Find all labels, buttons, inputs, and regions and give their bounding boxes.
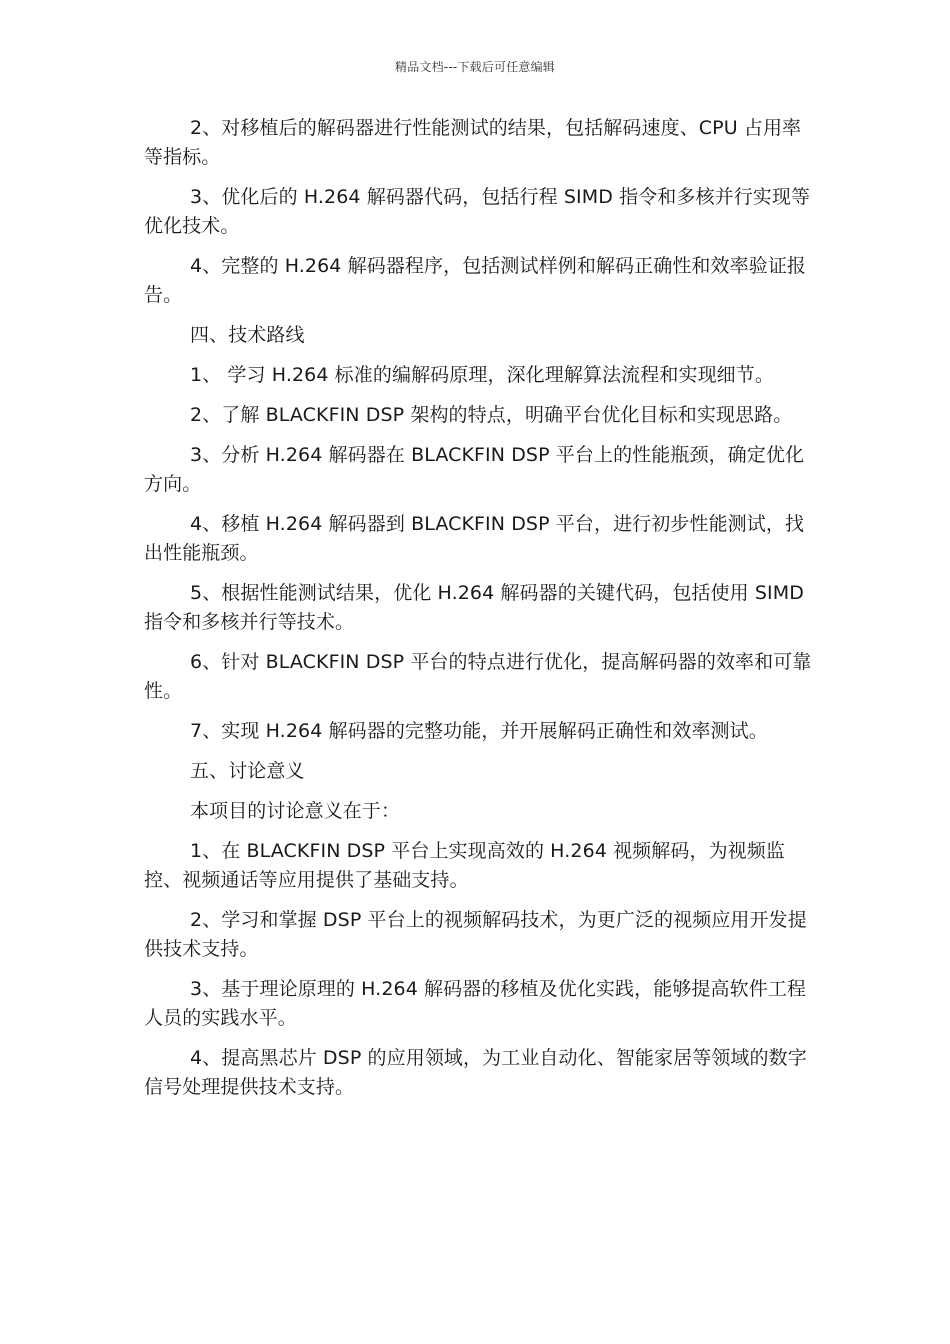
paragraph: 4、提高黑芯片 DSP 的应用领域，为工业自动化、智能家居等领域的数字信号处理提供技术支持。 [144, 1047, 807, 1098]
paragraph: 5、根据性能测试结果，优化 H.264 解码器的关键代码，包括使用 SIMD 指令和多核并行等技术。 [144, 582, 804, 633]
section-heading: 五、讨论意义 [190, 760, 305, 782]
paragraph: 4、移植 H.264 解码器到 BLACKFIN DSP 平台，进行初步性能测试，找出性能瓶颈。 [144, 513, 805, 564]
paragraph: 2、学习和掌握 DSP 平台上的视频解码技术，为更广泛的视频应用开发提供技术支持。 [144, 909, 807, 960]
section-heading: 四、技术路线 [190, 324, 305, 346]
paragraph: 2、对移植后的解码器进行性能测试的结果，包括解码速度、CPU 占用率等指标。 [144, 117, 802, 168]
document-body [144, 114, 814, 1113]
paragraph: 1、在 BLACKFIN DSP 平台上实现高效的 H.264 视频解码，为视频监控、视频通话等应用提供了基础支持。 [144, 840, 785, 891]
page-header: 精品文档---下载后可任意编辑 [395, 60, 555, 74]
paragraph: 3、基于理论原理的 H.264 解码器的移植及优化实践，能够提高软件工程人员的实践水平。 [144, 978, 807, 1029]
paragraph: 6、针对 BLACKFIN DSP 平台的特点进行优化，提高解码器的效率和可靠性。 [144, 651, 812, 702]
paragraph: 1、 学习 H.264 标准的编解码原理，深化理解算法流程和实现细节。 [190, 364, 774, 386]
paragraph: 7、实现 H.264 解码器的完整功能，并开展解码正确性和效率测试。 [190, 720, 768, 742]
paragraph: 3、优化后的 H.264 解码器代码，包括行程 SIMD 指令和多核并行实现等优化技术。 [144, 186, 811, 237]
paragraph: 2、了解 BLACKFIN DSP 架构的特点，明确平台优化目标和实现思路。 [190, 404, 793, 426]
paragraph: 4、完整的 H.264 解码器程序，包括测试样例和解码正确性和效率验证报告。 [144, 255, 807, 306]
paragraph: 本项目的讨论意义在于： [190, 800, 401, 822]
paragraph: 3、分析 H.264 解码器在 BLACKFIN DSP 平台上的性能瓶颈，确定优化方向。 [144, 444, 805, 495]
